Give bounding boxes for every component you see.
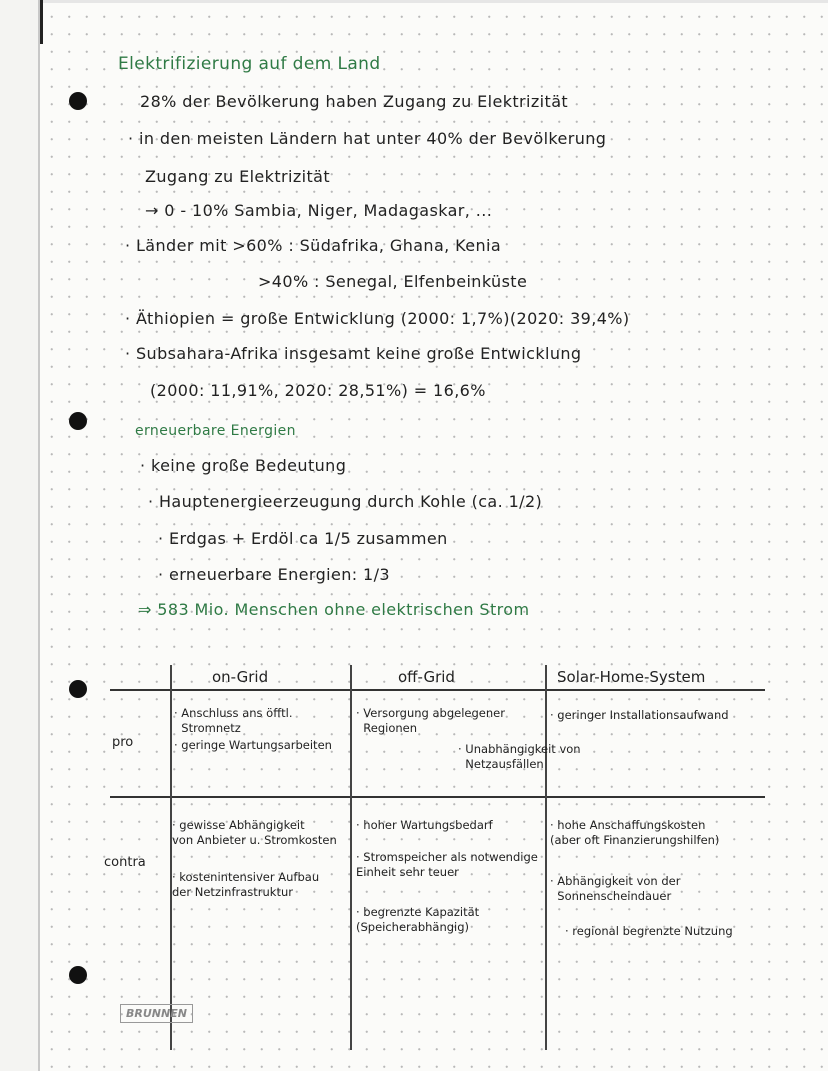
- cell-text: · geringe Wartungsarbeiten: [174, 738, 332, 752]
- cell-text: · Anschluss ans öfftl. Stromnetz: [174, 706, 293, 735]
- note-line: · Äthiopien = große Entwicklung (2000: 1,7%)(2020: 39,4%): [125, 309, 630, 328]
- note-line: · in den meisten Ländern hat unter 40% der Bevölkerung: [128, 129, 607, 148]
- page-edge: [38, 0, 40, 1071]
- punch-hole: [69, 92, 87, 110]
- table-column-divider: [350, 665, 352, 1050]
- cell-text: · gewisse Abhängigkeit von Anbieter u. Stromkosten: [172, 818, 337, 847]
- conclusion: ⇒ 583 Mio. Menschen ohne elektrischen Strom: [138, 600, 530, 619]
- header-on-grid: on-Grid: [212, 668, 269, 686]
- punch-hole: [69, 966, 87, 984]
- note-line: · keine große Bedeutung: [140, 456, 347, 475]
- note-line: (2000: 11,91%, 2020: 28,51%) = 16,6%: [150, 381, 486, 400]
- note-line: · Länder mit >60% : Südafrika, Ghana, Kenia: [125, 236, 502, 255]
- table-column-divider: [170, 665, 172, 1050]
- cell-text: · hohe Anschaffungskosten (aber oft Finanzierungshilfen): [550, 818, 720, 847]
- table-header-divider: [110, 689, 765, 691]
- section-heading: erneuerbare Energien: [135, 423, 296, 439]
- note-line: >40% : Senegal, Elfenbeinküste: [258, 272, 528, 291]
- note-line: · erneuerbare Energien: 1/3: [158, 565, 390, 584]
- cell-text: · Stromspeicher als notwendige Einheit sehr teuer: [356, 850, 538, 879]
- note-line: → 0 - 10% Sambia, Niger, Madagaskar, ...: [145, 201, 493, 220]
- note-title: Elektrifizierung auf dem Land: [118, 54, 381, 74]
- row-label-contra: contra: [104, 855, 146, 870]
- header-solar-home-system: Solar-Home-System: [557, 668, 706, 686]
- note-line: · Subsahara-Afrika insgesamt keine große Entwicklung: [125, 344, 582, 363]
- punch-hole: [69, 680, 87, 698]
- page-corner-mark: [40, 0, 43, 44]
- row-label-pro: pro: [112, 735, 134, 750]
- brand-logo: BRUNNEN: [120, 1004, 193, 1023]
- cell-text: · Versorgung abgelegener Regionen: [356, 706, 505, 735]
- cell-text: · Unabhängigkeit von Netzausfällen: [458, 742, 581, 771]
- page-top-edge: [40, 0, 828, 3]
- note-line: Zugang zu Elektrizität: [145, 167, 331, 186]
- cell-text: · geringer Installationsaufwand: [550, 708, 729, 722]
- cell-text: · hoher Wartungsbedarf: [356, 818, 493, 832]
- note-line: · Hauptenergieerzeugung durch Kohle (ca. 1/2): [148, 492, 543, 511]
- table-column-divider: [545, 665, 547, 1050]
- note-line: · Erdgas + Erdöl ca 1/5 zusammen: [158, 529, 448, 548]
- cell-text: · kostenintensiver Aufbau der Netzinfrastruktur: [172, 870, 320, 899]
- cell-text: · Abhängigkeit von der Sonnenscheindauer: [550, 874, 681, 903]
- header-off-grid: off-Grid: [398, 668, 455, 686]
- cell-text: · begrenzte Kapazität (Speicherabhängig): [356, 905, 480, 934]
- note-line: 28% der Bevölkerung haben Zugang zu Elektrizität: [140, 92, 569, 111]
- cell-text: · regional begrenzte Nutzung: [565, 924, 733, 938]
- punch-hole: [69, 412, 87, 430]
- table-row-divider: [110, 796, 765, 798]
